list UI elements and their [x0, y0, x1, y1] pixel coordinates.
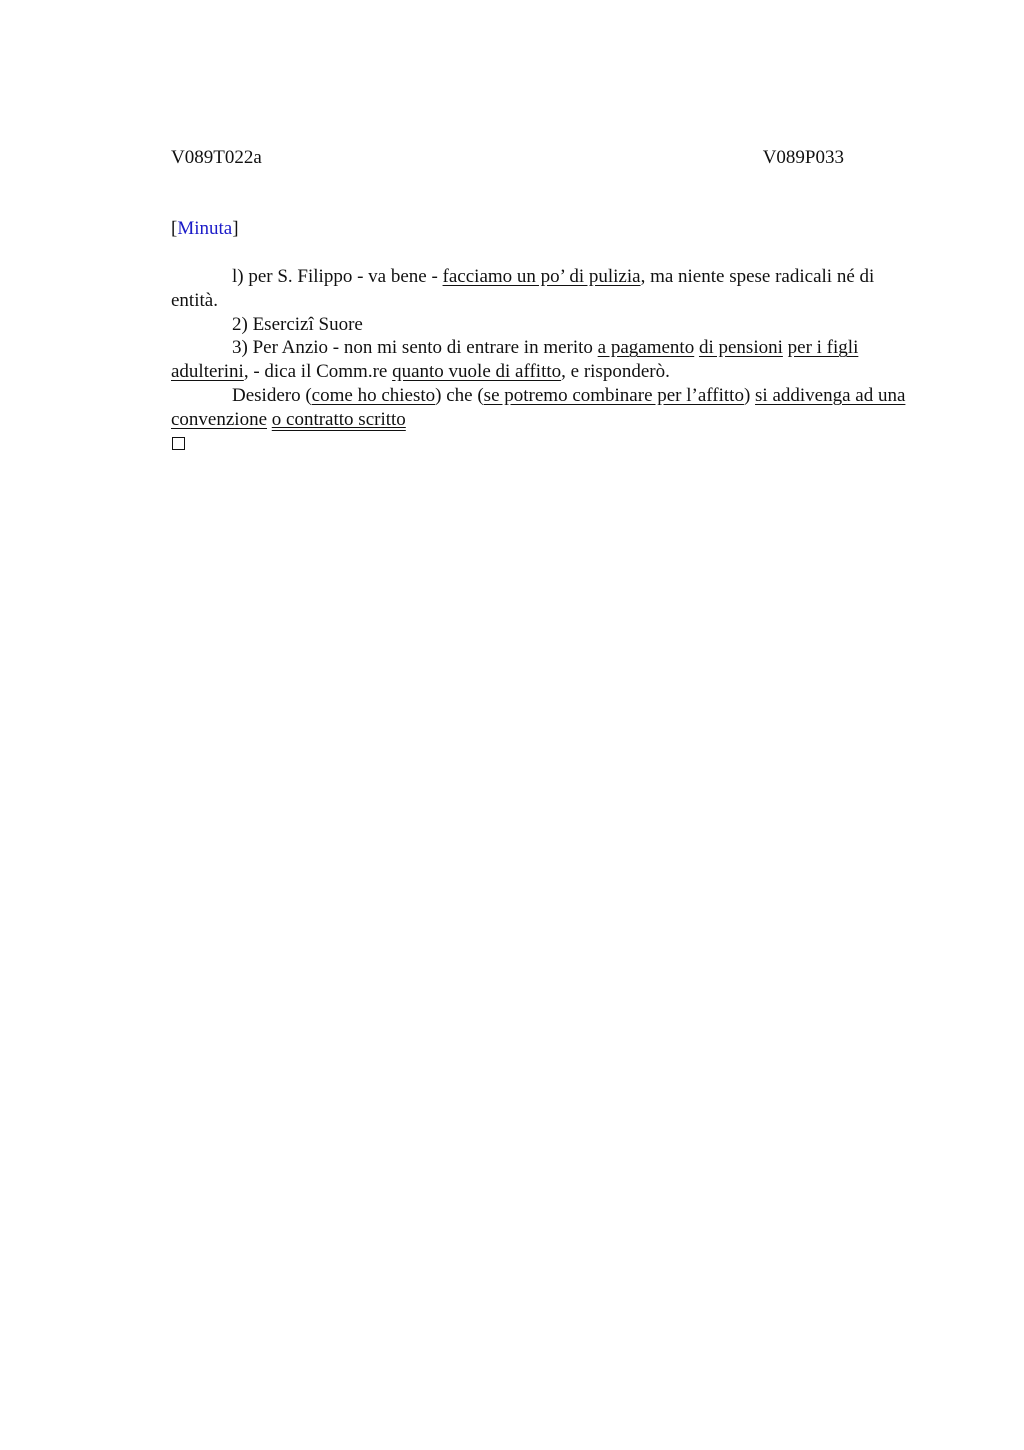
text-segment: l) per S. Filippo - va bene - [232, 266, 443, 287]
text-segment: ) [743, 384, 756, 406]
paragraph-1 [171, 265, 916, 313]
box-icon [172, 437, 185, 450]
underlined-text: quanto vuole di affitto [392, 361, 562, 383]
paragraph-2 [171, 313, 916, 337]
double-underlined-text: o contratto scritto [271, 408, 406, 430]
paragraph-4 [171, 384, 916, 432]
underlined-text: se potremo combinare per l’affitto [483, 384, 744, 406]
text-segment: , - dica il Comm.re [243, 361, 393, 383]
minuta-close-bracket: ] [232, 218, 239, 239]
underlined-text: di pensioni [698, 337, 783, 359]
text-segment: Desidero ( [232, 384, 312, 406]
underlined-text: a pagamento [597, 337, 695, 359]
text-segment: 3) Per Anzio - non mi sento di entrare in merito [232, 337, 598, 359]
minuta-label [171, 217, 239, 241]
underlined-text: facciamo un po’ di pulizia [442, 266, 641, 287]
minuta-open-bracket: [ [171, 218, 178, 239]
text-segment: ) che ( [435, 384, 484, 406]
underlined-text: si addivenga ad una convenzione [171, 384, 906, 430]
text-segment: Suore [313, 313, 363, 335]
minuta-link[interactable]: Minuta [177, 218, 233, 239]
text-segment: 2) Esercizi [232, 313, 314, 335]
paragraph-3 [171, 336, 916, 384]
underlined-text: come ho chiesto [311, 384, 436, 406]
letter-body [171, 265, 916, 450]
text-segment: , e risponderò. [561, 361, 670, 383]
underlined-text: per i figli adulterini [171, 337, 859, 383]
document-code-right: V089P033 [762, 147, 844, 168]
text-segment: , ma niente spese radicali né di entità. [171, 266, 875, 311]
document-code-left: V089T022a [171, 147, 262, 168]
